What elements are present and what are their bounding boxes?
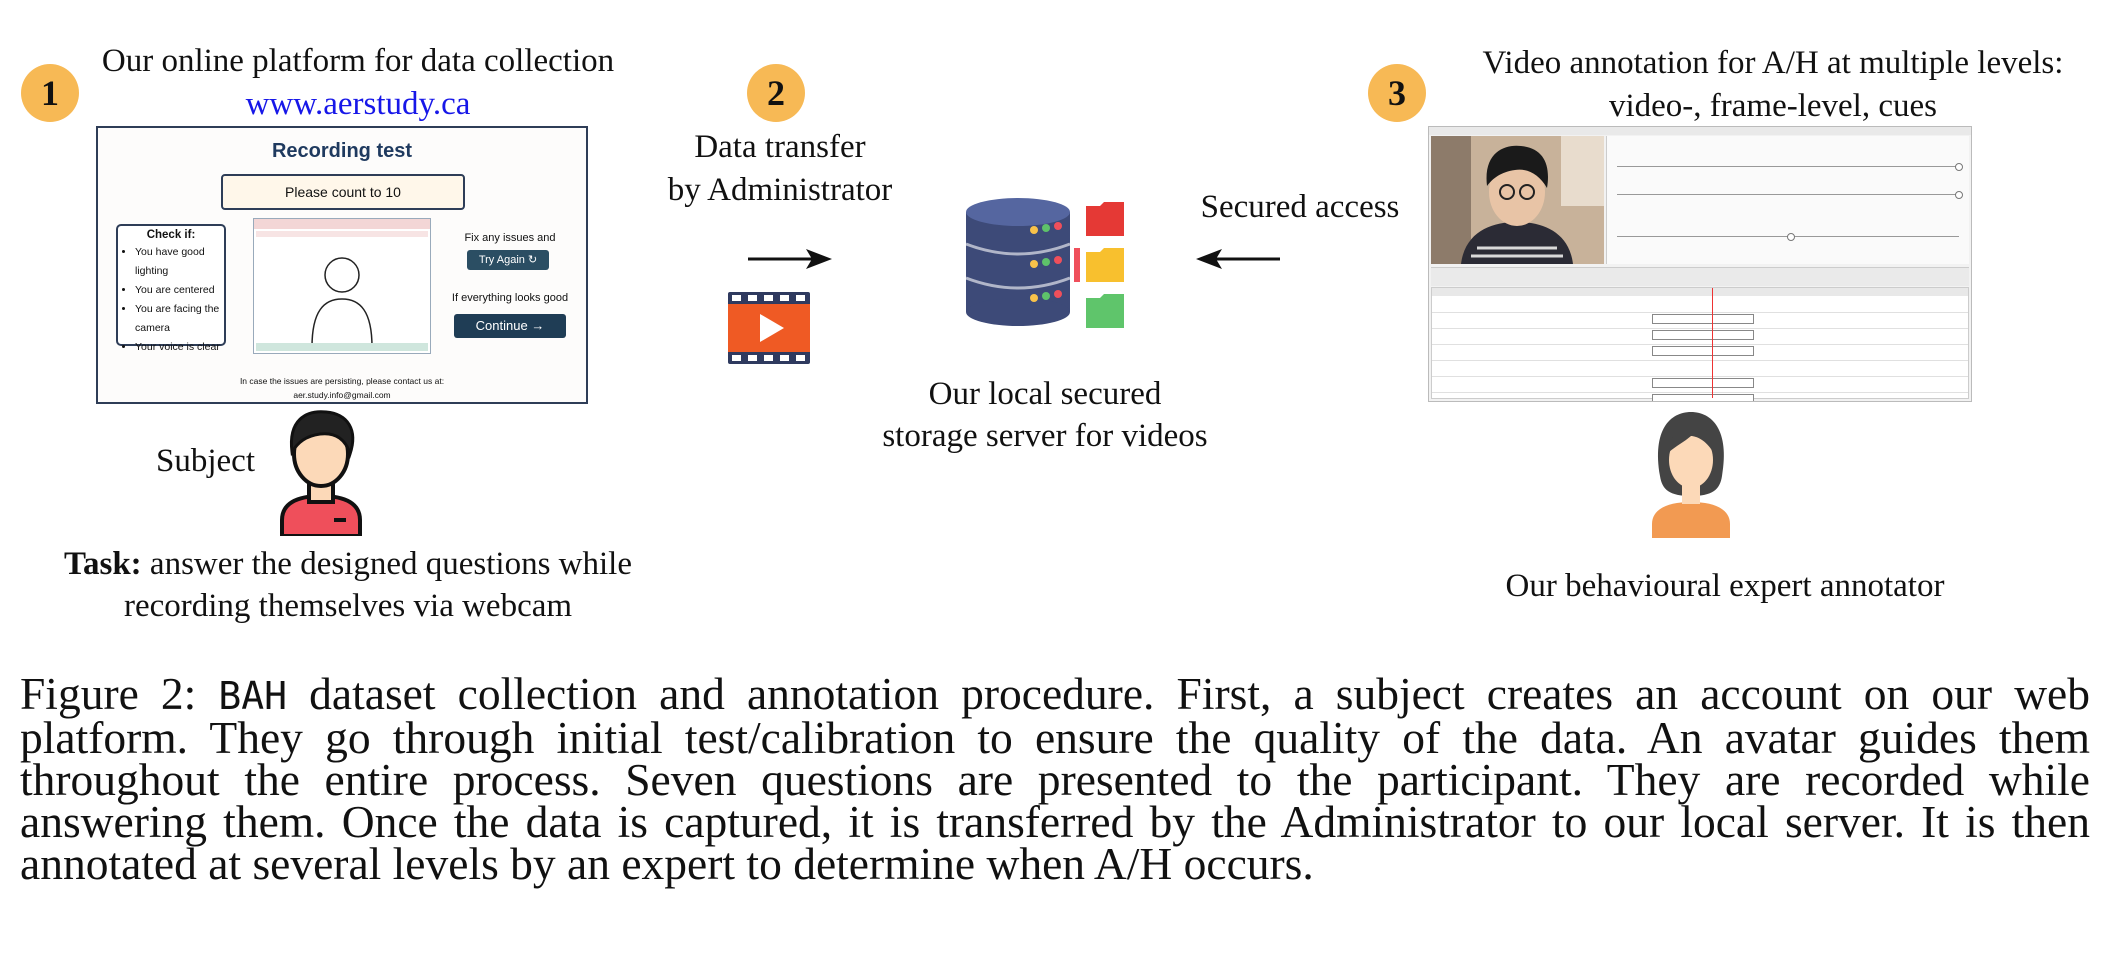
annotation-timeline xyxy=(1431,287,1969,399)
annotation-toolbar xyxy=(1431,267,1969,286)
try-again-label: Try Again xyxy=(478,254,525,266)
step2-title-line1: Data transfer xyxy=(694,129,866,165)
server-label-line2: storage server for videos xyxy=(882,418,1208,454)
annotation-tool-screenshot xyxy=(1428,126,1972,402)
annotator-label: Our behavioural expert annotator xyxy=(1505,568,1945,604)
arrow-right-icon xyxy=(746,246,836,272)
caption-text: dataset collection and annotation procedure. First, a subject creates an account on our web platform. They go through initial test/calibration to ensure the quality of the data. An avatar guides them throughout the entire process. Seven questions are presented to the participant. They are recorded while answering them. Once the data is captured, it is transferred by the Administrator to our local server. It is then annotated at several levels by an expert to determine when A/H occurs. xyxy=(20,668,2090,889)
task-text: answer the designed questions while xyxy=(149,546,632,582)
checklist-item: • You have good lighting xyxy=(135,243,220,281)
checklist-item: • You are facing the camera xyxy=(135,300,220,338)
annotation-video-frame xyxy=(1431,136,1604,264)
step-badge-3: 3 xyxy=(1368,64,1426,122)
continue-button[interactable] xyxy=(454,314,566,338)
video-person-image xyxy=(1431,136,1604,264)
arrow-left-icon xyxy=(1192,246,1282,272)
try-again-button[interactable] xyxy=(467,250,549,270)
recording-test-title: Recording test xyxy=(271,140,413,162)
webcam-preview xyxy=(253,218,431,354)
task-label: Task: xyxy=(64,546,142,582)
arrow-right-icon: → xyxy=(531,318,545,333)
caption-prefix: Figure 2: xyxy=(20,668,219,719)
step2-title-line2: by Administrator xyxy=(667,172,893,208)
subject-label: Subject xyxy=(156,443,255,479)
step3-title-line2: video-, frame-level, cues xyxy=(1608,88,1937,124)
step-badge-1: 1 xyxy=(21,64,79,122)
checklist-item: • Your voice is clear xyxy=(135,338,220,357)
step-badge-2: 2 xyxy=(747,64,805,122)
person-outline-icon xyxy=(254,219,430,353)
secured-access-label: Secured access xyxy=(1200,189,1400,225)
contact-email: aer.study.info@gmail.com xyxy=(293,390,391,400)
server-label-line1: Our local secured xyxy=(928,376,1162,412)
annotator-avatar-icon xyxy=(1646,410,1736,538)
checklist-item: • You are centered xyxy=(135,281,220,300)
step3-title-line1: Video annotation for A/H at multiple levels: xyxy=(1482,45,2064,81)
figure-caption xyxy=(20,668,2090,889)
recording-prompt: Please count to 10 xyxy=(221,174,465,210)
subject-task xyxy=(20,543,676,585)
step1-title: Our online platform for data collection xyxy=(101,43,615,79)
checklist-title: Check if: xyxy=(146,229,196,241)
recording-test-screenshot xyxy=(96,126,588,404)
continue-label: Continue xyxy=(475,318,528,333)
fix-issues-text: Fix any issues and xyxy=(464,232,556,244)
annotation-controls-panel xyxy=(1606,136,1969,264)
looks-good-text: If everything looks good xyxy=(451,292,569,304)
platform-url-link[interactable]: www.aerstudy.ca xyxy=(245,86,471,122)
task-text-line2: recording themselves via webcam xyxy=(123,588,573,624)
refresh-icon: ↻ xyxy=(527,254,538,266)
checklist-box xyxy=(116,224,226,353)
subject-avatar-icon xyxy=(276,408,366,536)
caption-dataset-name: BAH xyxy=(218,674,288,718)
contact-text: In case the issues are persisting, please contact us at: xyxy=(239,376,445,386)
folder-icon xyxy=(1084,200,1126,330)
video-play-icon xyxy=(728,292,810,364)
